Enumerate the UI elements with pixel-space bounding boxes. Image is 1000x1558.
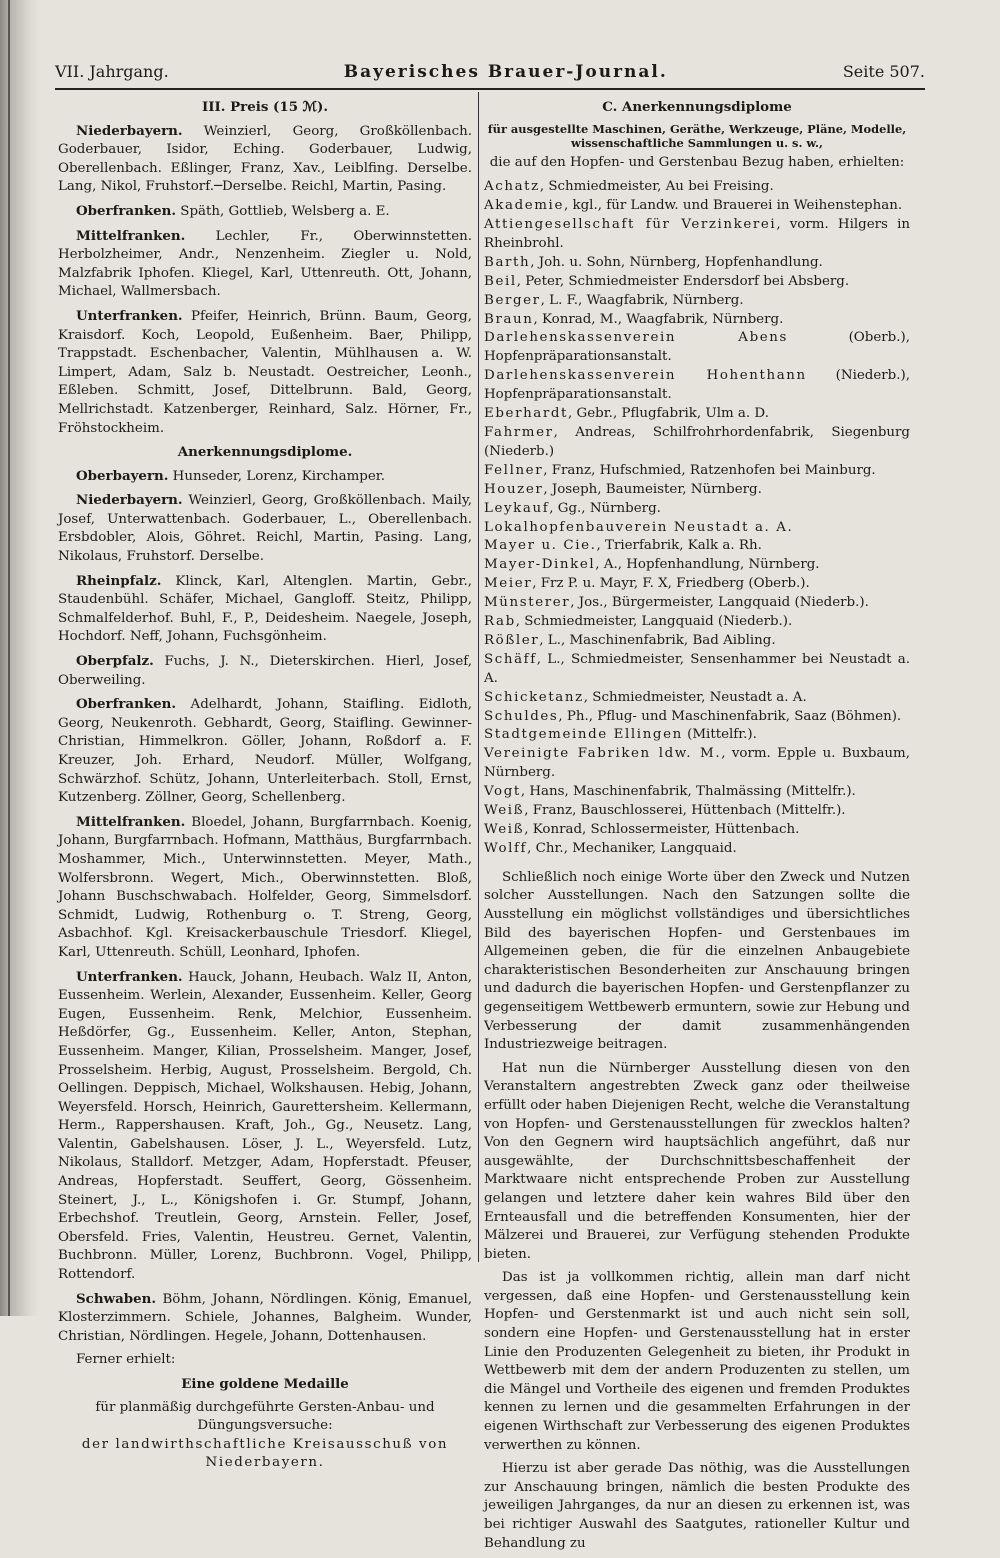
entry-text: Hunseder, Lorenz, Kirchamper. — [168, 468, 385, 484]
entry-text: Hauck, Johann, Heubach. Walz II, Anton, Eussenheim. Werlein, Alexander, Eussenheim. Keller, Georg Eugen, Eussenheim. Renk, Melchior, Eussenheim. Heßdörfer, Gg., Eussenheim. Keller, Anton, Stephan, Eussenheim. Manger, Kilian, Prosselsheim. Manger, Josef, Prosselsheim. Herbig, August, Prosselsheim. Bergold, Ch. Oellingen. Deppisch, Michael, Wolkshausen. Hebig, Johann, Weyersfeld. Horsch, Heinrich, Gaurettersheim. Kellermann, Herm., Rappershausen. Kraft, Joh., Gg., Neusetz. Lang, Valentin, Gabelshausen. Löser, J. L., Weyersfeld. Lutz, Nikolaus, Stalldorf. Metzger, Adam, Hopferstadt. Pfeuser, Andreas, Hopferstadt. Seuffert, Georg, Gössenheim. Steinert, J., L., Königshofen i. Gr. Stumpf, Johann, Erbechshof. Treutlein, Georg, Arnstein. Feller, Josef, Obersfeld. Fries, Valentin, Heustreu. Gernet, Valentin, Buchbronn. Müller, Lorenz, Buchbronn. Vogel, Philipp, Rottendorf. — [58, 969, 472, 1283]
award-recipient-name: Achatz — [484, 179, 540, 195]
award-recipient-name: Rab — [484, 614, 516, 630]
left-column — [58, 96, 472, 1473]
award-list-item — [484, 329, 910, 367]
region-label: Mittelfranken. — [76, 227, 186, 244]
prize-entry — [58, 227, 472, 302]
paragraph: Schließlich noch einige Worte über den Zweck und Nutzen solcher Ausstellungen. Nach den Satzungen sollte die Ausstellung ein möglichst vollständiges und übersichtliches Bild des bayerischen Hopfen- und Gerstenbaues im Allgemeinen geben, die für die einzelnen Anbaugebiete charakteristischen Besonderheiten zur Anschauung bringen und dadurch die bayerischen Hopfen- und Gerstenpflanzer zu gegenseitigem Wettbewerb ermuntern, sowie zur Hebung und Verbesserung der damit zusammenhängenden Industriezweige beitragen. — [484, 869, 910, 1053]
entry-text: Pfeifer, Heinrich, Brünn. Baum, Georg, Kraisdorf. Koch, Leopold, Eußenheim. Baer, Philipp, Trappstadt. Eschenbacher, Valentin, Mühlhausen a. W. Limpert, Adam, Salz b. Neustadt. Oestreicher, Leonh., Eßleben. Schmitt, Josef, Dittelbrunn. Bald, Georg, Mellrichstadt. Katzenberger, Reinhard, Salz. Hörner, Fr., Fröhstockheim. — [58, 308, 472, 436]
prize-heading: III. Preis (15 ℳ). — [202, 99, 328, 115]
award-list-item — [484, 821, 910, 840]
region-label: Oberbayern. — [76, 467, 169, 484]
award-list-item — [484, 745, 910, 783]
header-rule — [55, 88, 925, 90]
entry-text: Bloedel, Johann, Burgfarrnbach. Koenig, Johann, Burgfarrnbach. Hofmann, Matthäus, Burgfarrnbach. Moshammer, Mich., Unterwinnstetten. Meyer, Math., Wolfersbronn. Wegert, Mich., Oberwinnstetten. Bloß, Johann Buschschwabach. Holfelder, Georg, Simmelsdorf. Schmidt, Ludwig, Rothenburg o. T. Streng, Georg, Asbachhof. Kgl. Kreisackerbauschule Triesdorf. Kliegel, Karl, Uttenreuth. Schüll, Leonhard, Iphofen. — [58, 814, 472, 960]
award-recipient-name: Attiengesellschaft für Verzinkerei — [484, 217, 777, 232]
award-recipient-name: Darlehenskassenverein Abens — [484, 330, 788, 346]
award-recipient-name: Wolff — [484, 840, 528, 856]
award-recipient-details: , Hans, Maschinenfabrik, Thalmässing (Mittelfr.). — [520, 784, 856, 800]
award-recipient-details: , L., Maschinenfabrik, Bad Aibling. — [539, 632, 776, 648]
diploma-entry — [58, 968, 472, 1285]
award-list-item — [484, 726, 910, 745]
award-recipient-name: Schuldes — [484, 708, 559, 724]
award-recipient-details: , Konrad, M., Waagfabrik, Nürnberg. — [533, 311, 784, 327]
diploma-entry — [58, 1290, 472, 1347]
paragraph: Hierzu ist aber gerade Das nöthig, was die Ausstellungen zur Anschauung bringen, nämlich die besten Produkte des jeweiligen Jahrganges, da nur an diesen zu erkennen ist, was bei richtiger Auswahl des Saatgutes, rationeller Kultur und Behandlung zu — [484, 1461, 910, 1551]
gold-medal-recipient: der landwirthschaftliche Kreisausschuß von — [81, 1436, 449, 1452]
column-divider — [478, 92, 479, 1262]
entry-text: Fuchs, J. N., Dieterskirchen. Hierl, Josef, Oberweiling. — [58, 654, 472, 688]
award-recipient-name: Mayer u. Cie. — [484, 538, 597, 554]
right-column — [484, 96, 910, 1558]
region-label: Oberpfalz. — [76, 653, 154, 670]
gold-medal-reason: für planmäßig durchgeführte Gersten-Anbau- und Düngungsversuche: — [95, 1399, 435, 1434]
region-label: Mittelfranken. — [76, 813, 186, 830]
region-label: Niederbayern. — [76, 492, 183, 509]
journal-title: Bayerisches Brauer-Journal. — [343, 62, 668, 82]
prize-entry — [58, 202, 472, 222]
award-list-item — [484, 519, 910, 538]
diploma-entry — [58, 813, 472, 963]
award-list-item — [484, 575, 910, 594]
entry-text: Lechler, Fr., Oberwinnstetten. Herbolzheimer, Andr., Nenzenheim. Ziegler u. Nold, Malzfabrik Iphofen. Kliegel, Karl, Uttenreuth. Ott, Johann, Michael, Wallmersbach. — [58, 228, 472, 300]
section-c-subheading-2: die auf den Hopfen- und Gerstenbau Bezug haben, erhielten: — [489, 154, 905, 170]
award-recipient-details: , Joseph, Baumeister, Nürnberg. — [543, 481, 762, 497]
award-recipient-details: , Frz P. u. Mayr, F. X, Friedberg (Oberb.). — [532, 576, 810, 592]
diploma-entry — [58, 695, 472, 808]
award-recipient-name: Meier — [484, 576, 533, 592]
award-recipient-name: Braun — [484, 311, 534, 327]
diploma-entry — [58, 467, 472, 487]
paragraph: Hat nun die Nürnberger Ausstellung diesen von den Veranstaltern angestrebten Zweck ganz oder theilweise erfüllt oder haben Diejenigen Recht, welche die Veranstaltung von Hopfen- und Gerstenausstellungen für zwecklos halten? Von den Gegnern wird hauptsächlich angeführt, daß nur ausgewählte, der Durchschnittsbeschaffenheit der Marktwaare nicht entsprechende Proben zur Ausstellung gelangen und letztere daher kein wahres Bild über den Ernteausfall und die betreffenden Konsumenten, hier der Mälzerei und Brauerei, zur Verfügung stehenden Produkte bieten. — [484, 1060, 910, 1262]
award-recipient-details: , A., Hopfenhandlung, Nürnberg. — [595, 557, 820, 573]
award-list — [484, 178, 910, 859]
diploma-entry — [58, 491, 472, 566]
award-list-item — [484, 783, 910, 802]
award-list-item — [484, 632, 910, 651]
ferner-line: Ferner erhielt: — [76, 1352, 176, 1368]
award-recipient-name: Schäff — [484, 651, 537, 667]
award-recipient-details: , Konrad, Schlossermeister, Hüttenbach. — [524, 822, 800, 837]
entry-text: Späth, Gottlieb, Welsberg a. E. — [176, 203, 390, 219]
award-recipient-details: , vorm. Epple u. Buxbaum, Nürnberg. — [484, 746, 911, 781]
region-label: Rheinpfalz. — [76, 572, 162, 589]
paragraph: Das ist ja vollkommen richtig, allein man darf nicht vergessen, daß eine Hopfen- und Gerstenausstellung kein Hopfen- und Gerstenmarkt ist und auch nicht sein soll, sondern eine Hopfen- und Gerstenausstellung hat in erster Linie den Produzenten Gelegenheit zu bieten, ihr Produkt in Wettbewerb mit dem der andern Produzenten zu stellen, um die Mängel und Vortheile des eigenen und fremden Produktes kennen zu lernen und die gesammelten Erfahrungen in der eigenen Wirthschaft zur Verbesserung des eigenen Produktes verwerthen zu können. — [484, 1270, 910, 1453]
award-list-item — [484, 556, 910, 575]
award-list-item — [484, 216, 910, 254]
award-recipient-details: , Gg., Nürnberg. — [549, 500, 661, 516]
award-recipient-details: , Andreas, Schilfrohrhordenfabrik, Siegenburg (Niederb.) — [484, 424, 910, 459]
region-label: Niederbayern. — [76, 122, 183, 139]
prize-entry — [58, 122, 472, 197]
gold-medal-heading: Eine goldene Medaille — [181, 1376, 349, 1392]
award-recipient-name: Darlehenskassenverein Hohenthann — [484, 368, 807, 384]
award-recipient-details: , Franz, Hufschmied, Ratzenhofen bei Mainburg. — [543, 462, 876, 478]
page-binding-shadow — [0, 0, 40, 1316]
award-recipient-details: (Niederb.), Hopfenpräparationsanstalt. — [484, 368, 910, 403]
award-recipient-name: Weiß — [484, 803, 525, 819]
award-recipient-details: , Peter, Schmiedmeister Endersdorf bei Absberg. — [516, 273, 850, 289]
award-recipient-details: , Ph., Pflug- und Maschinenfabrik, Saaz (Böhmen). — [558, 708, 902, 724]
award-recipient-name: Berger — [484, 292, 541, 308]
page-number: Seite 507. — [842, 62, 925, 81]
award-list-item — [484, 594, 910, 613]
award-list-item — [484, 840, 910, 859]
award-recipient-name: Akademie — [484, 198, 564, 214]
award-recipient-details: (Mittelfr.). — [682, 727, 757, 743]
award-recipient-details: , Franz, Bauschlosserei, Hüttenbach (Mittelfr.). — [524, 803, 846, 819]
award-list-item — [484, 481, 910, 500]
award-list-item — [484, 651, 910, 689]
entry-text: Weinzierl, Georg, Großköllenbach. Goderbauer, Isidor, Eching. Goderbauer, Ludwig, Oberellenbach. Eßlinger, Franz, Xav., Leiblfing. Derselbe. Lang, Nikol, Fruhstorf.─Derselbe. Reichl, Martin, Pasing. — [58, 123, 472, 195]
award-list-item — [484, 273, 910, 292]
award-list-item — [484, 462, 910, 481]
diploma-heading: Anerkennungsdiplome. — [177, 444, 353, 461]
award-recipient-details: (Oberb.), Hopfenpräparationsanstalt. — [484, 330, 910, 365]
award-recipient-name: Vogt — [484, 784, 521, 800]
region-label: Unterfranken. — [76, 307, 183, 324]
award-recipient-name: Weiß — [484, 822, 525, 837]
award-recipient-name: Vereinigte Fabriken ldw. M. — [484, 746, 722, 762]
region-label: Unterfranken. — [76, 968, 183, 985]
award-recipient-name: Münsterer — [484, 595, 571, 611]
award-recipient-details: , L., Schmiedmeister, Sensenhammer bei Neustadt a. A. — [484, 651, 910, 686]
award-recipient-name: Schicketanz — [484, 689, 584, 705]
entry-text: Klinck, Karl, Altenglen. Martin, Gebr., Staudenbühl. Schäfer, Michael, Gangloff. Steitz, Philipp, Schmalfelderhof. Buhl, F., P., Deidesheim. Naegele, Joseph, Hochdorf. Neff, Johann, Fuchsgönheim. — [58, 573, 472, 645]
award-recipient-name: Leykauf — [484, 500, 550, 516]
award-list-item — [484, 405, 910, 424]
award-recipient-details: , Schmiedmeister, Langquaid (Niederb.). — [515, 614, 793, 630]
page-edge — [8, 0, 10, 1316]
section-c-subheading: für ausgestellte Maschinen, Geräthe, Werkzeuge, Pläne, Modelle, wissenschaftliche Sammlungen u. s. w., — [487, 121, 907, 150]
award-recipient-details: , Chr., Mechaniker, Langquaid. — [527, 840, 737, 856]
award-list-item — [484, 613, 910, 632]
award-recipient-name: Beil — [484, 273, 517, 289]
award-recipient-details: , L. F., Waagfabrik, Nürnberg. — [540, 292, 744, 308]
award-list-item — [484, 802, 910, 821]
volume-label: VII. Jahrgang. — [55, 62, 169, 81]
award-recipient-details: , Trierfabrik, Kalk a. Rh. — [596, 538, 762, 554]
region-label: Schwaben. — [76, 1290, 157, 1307]
award-recipient-details: , Joh. u. Sohn, Nürnberg, Hopfenhandlung. — [530, 254, 823, 270]
award-recipient-name: Rößler — [484, 632, 540, 648]
award-list-item — [484, 537, 910, 556]
award-recipient-details: , Jos., Bürgermeister, Langquaid (Niederb.). — [570, 595, 869, 611]
prize-entry — [58, 307, 472, 438]
section-c-heading: C. Anerkennungsdiplome — [602, 99, 792, 115]
gold-medal-region: Niederbayern. — [205, 1455, 325, 1471]
award-recipient-name: Barth — [484, 254, 531, 270]
award-list-item — [484, 500, 910, 519]
award-recipient-name: Fellner — [484, 462, 544, 478]
entry-text: Böhm, Johann, Nördlingen. König, Emanuel, Klosterzimmern. Schiele, Johannes, Balgheim. Wunder, Christian, Nördlingen. Hegele, Johann, Dottenhausen. — [58, 1291, 472, 1344]
award-list-item — [484, 708, 910, 727]
award-recipient-name: Fahrmer — [484, 424, 554, 440]
award-recipient-name: Mayer-Dinkel — [484, 557, 596, 573]
page-header — [55, 62, 925, 86]
award-list-item — [484, 424, 910, 462]
award-recipient-details: , Schmiedmeister, Neustadt a. A. — [583, 689, 807, 705]
entry-text: Adelhardt, Johann, Staifling. Eidloth, Georg, Neukenroth. Gebhardt, Georg, Staifling. Gewinner-Christian, Himmelkron. Göller, Johann, Roßdorf a. F. Kreuzer, Joh. Erhard, Neudorf. Müller, Wolfgang, Schwärzhof. Schütz, Johann, Unterleiterbach. Stoll, Ernst, Kutzenberg. Zöllner, Georg, Schellenberg. — [58, 697, 472, 806]
award-recipient-name: Houzer — [484, 481, 544, 497]
award-list-item — [484, 311, 910, 330]
diploma-entry — [58, 572, 472, 647]
award-recipient-name: Stadtgemeinde Ellingen — [484, 727, 683, 743]
award-recipient-details: , vorm. Hilgers in Rheinbrohl. — [484, 217, 910, 251]
award-recipient-details: , Gebr., Pflugfabrik, Ulm a. D. — [568, 406, 769, 422]
award-recipient-name: Lokalhopfenbauverein Neustadt a. A. — [484, 519, 794, 535]
award-recipient-details: , kgl., für Landw. und Brauerei in Weihenstephan. — [563, 198, 903, 214]
award-list-item — [484, 689, 910, 708]
award-list-item — [484, 367, 910, 405]
award-recipient-name: Eberhardt — [484, 406, 569, 422]
region-label: Oberfranken. — [76, 696, 177, 713]
award-list-item — [484, 197, 910, 216]
entry-text: Weinzierl, Georg, Großköllenbach. Maily, Josef, Unterwattenbach. Goderbauer, L., Oberellenbach. Ersbdobler, Alois, Göhret. Reichl, Martin, Pasing. Lang, Nikolaus, Fruhstorf. Derselbe. — [58, 493, 472, 565]
award-recipient-details: , Schmiedmeister, Au bei Freising. — [539, 179, 774, 195]
award-list-item — [484, 292, 910, 311]
award-list-item — [484, 254, 910, 273]
diploma-entry — [58, 652, 472, 690]
region-label: Oberfranken. — [76, 202, 177, 219]
award-list-item — [484, 178, 910, 197]
